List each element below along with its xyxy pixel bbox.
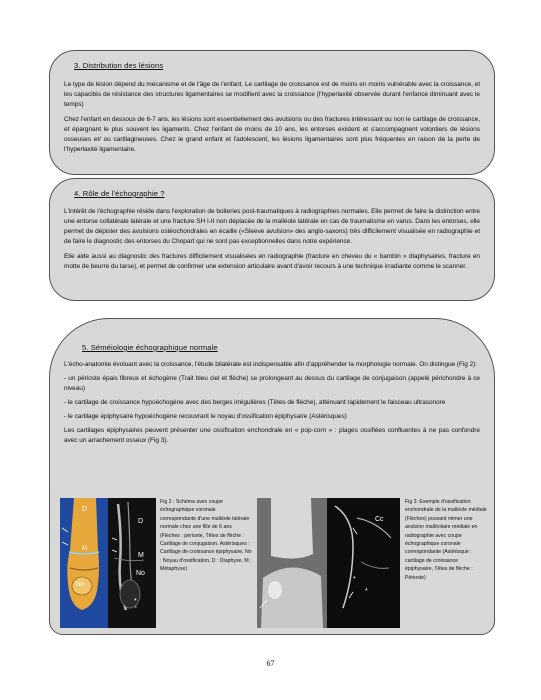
fig2-caption: Fig 2 : Schéma avec coupe échographique coronale correspondante d'une malléole latérale normale chez une fille de 6 ans (Flèches : périoste, Têtes de flèche : Cartilage de conjugaison, Astérisques : Cartilage de croissance épiphysaire, No : Noyau d'ossification, D : Diaphyse, M : Métaphyse) [160,499,252,573]
label-nucleus: No [76,582,84,588]
label-metaphysis: M [82,546,87,552]
paragraph: - un périoste épais fibreux et échogène (Trait bleu ciel et flèche) se prolongeant au dessus du cartilage de conjugaison (appelé périchondre à ce niveau) [64,375,480,392]
paragraph: Le type de lésion dépend du mécanisme et de l'âge de l'enfant. Le cartilage de croissance est de moins en moins vulnérable avec la croissance, et les capacités de résistance des structures ligamentaires se modifient avec la croissance (l'hyperlaxité observée durant l'enfance diminuant avec le temps) [64,81,480,108]
label-cc: Cc [375,516,384,523]
section-title: 3. Distribution des lésions [74,61,164,70]
figures [60,498,488,628]
section-semiologie [49,318,495,635]
label-nucleus: No [136,570,145,577]
section-distribution [49,50,495,175]
fig2-image [60,498,156,628]
label-diaphysis: D [138,518,144,525]
paragraph: Chez l'enfant en dessous de 6-7 ans, les lésions sont essentiellement des avulsions ou des fractures intéressant ou non le cartilage de croissance, et épargnant le plus souvent les ligaments. Chez l'enfant de moins de 10 ans, les entorses existent et s'accompagnent volontiers de lésions osseuses et/ ou cartilagineuses. Chez le grand enfant et l'adolescent, les lésions ligamentaires sont plus fréquentes en raison de la perte de l'hyperlaxité ligamentaire. [64,116,480,153]
paragraph: Elle aide aussi au diagnostic des fractures difficilement visualisées en radiographie (fracture en cheveu du « bambin » diaphysaires, fracture en motte de beurre du tarse), et permet de confirmer une extension articulaire avant d'avoir recours à une technique irradiante comme le scanner. [64,253,480,270]
page-number: 67 [266,659,275,668]
paragraph: - le cartilage épiphysaire hypoéchogène recouvrant le noyau d'ossification épiphysaire (Astérisques) [64,413,347,420]
paragraph: - le cartilage de croissance hypoéchogène avec des berges irrégulières (Têtes de flèche), atténuant rapidement le faisceau ultrasonore [64,399,446,406]
paragraph: Les cartilages épiphysaires peuvent présenter une ossification enchondrale en « pop-corn » : plages ossifiées confluentes à ne pas confondre avec un arrachement osseux (Fig 3). [64,427,480,444]
label-diaphysis: D [82,506,88,513]
section-title: 4. Rôle de l'échographie ? [74,189,165,198]
label-asterisk: * [134,598,137,605]
section-role [49,178,495,301]
paragraph: L'écho-anatomie évoluant avec la croissance, l'étude bilatérale est indispensable afin d'appréhender la morphologie normale. On distingue (Fig 2): [64,361,478,368]
fig3-image [257,498,400,628]
label-asterisk: * [365,588,368,595]
label-asterisk: * [353,576,356,583]
section-title: 5. Séméiologie échographique normale [82,343,218,352]
fig3-caption: Fig 3: Exemple d'ossification enchondrale de la malléole médiale (Flèches) pouvant mimer une avulsion malléolaire médiale en radiographie avec coupe échographique coronale correspondante (Astérisque : cartilage de croissance épiphysaire, Têtes de flèche : Périoste) [405,499,487,581]
paragraph: L'intérêt de l'échographie réside dans l'exploration de boiteries post-traumatiques à radiographies normales. Elle permet de faire la distinction entre une entorse collatérale latérale et une fracture SH I-II non déplacée de la malléole latérale en cas de traumatisme en varus. Dans les entorses, elle permet de dépister des avulsions ostéochondrales en écaille («Sleeve avulsion» des anglo-saxons) très difficilement visualisée en radiographie et de faire le diagnostic des entorses du Chopart qui ne sont pas exceptionnelles dans notre expérience. [64,208,480,245]
label-metaphysis: M [138,552,144,559]
